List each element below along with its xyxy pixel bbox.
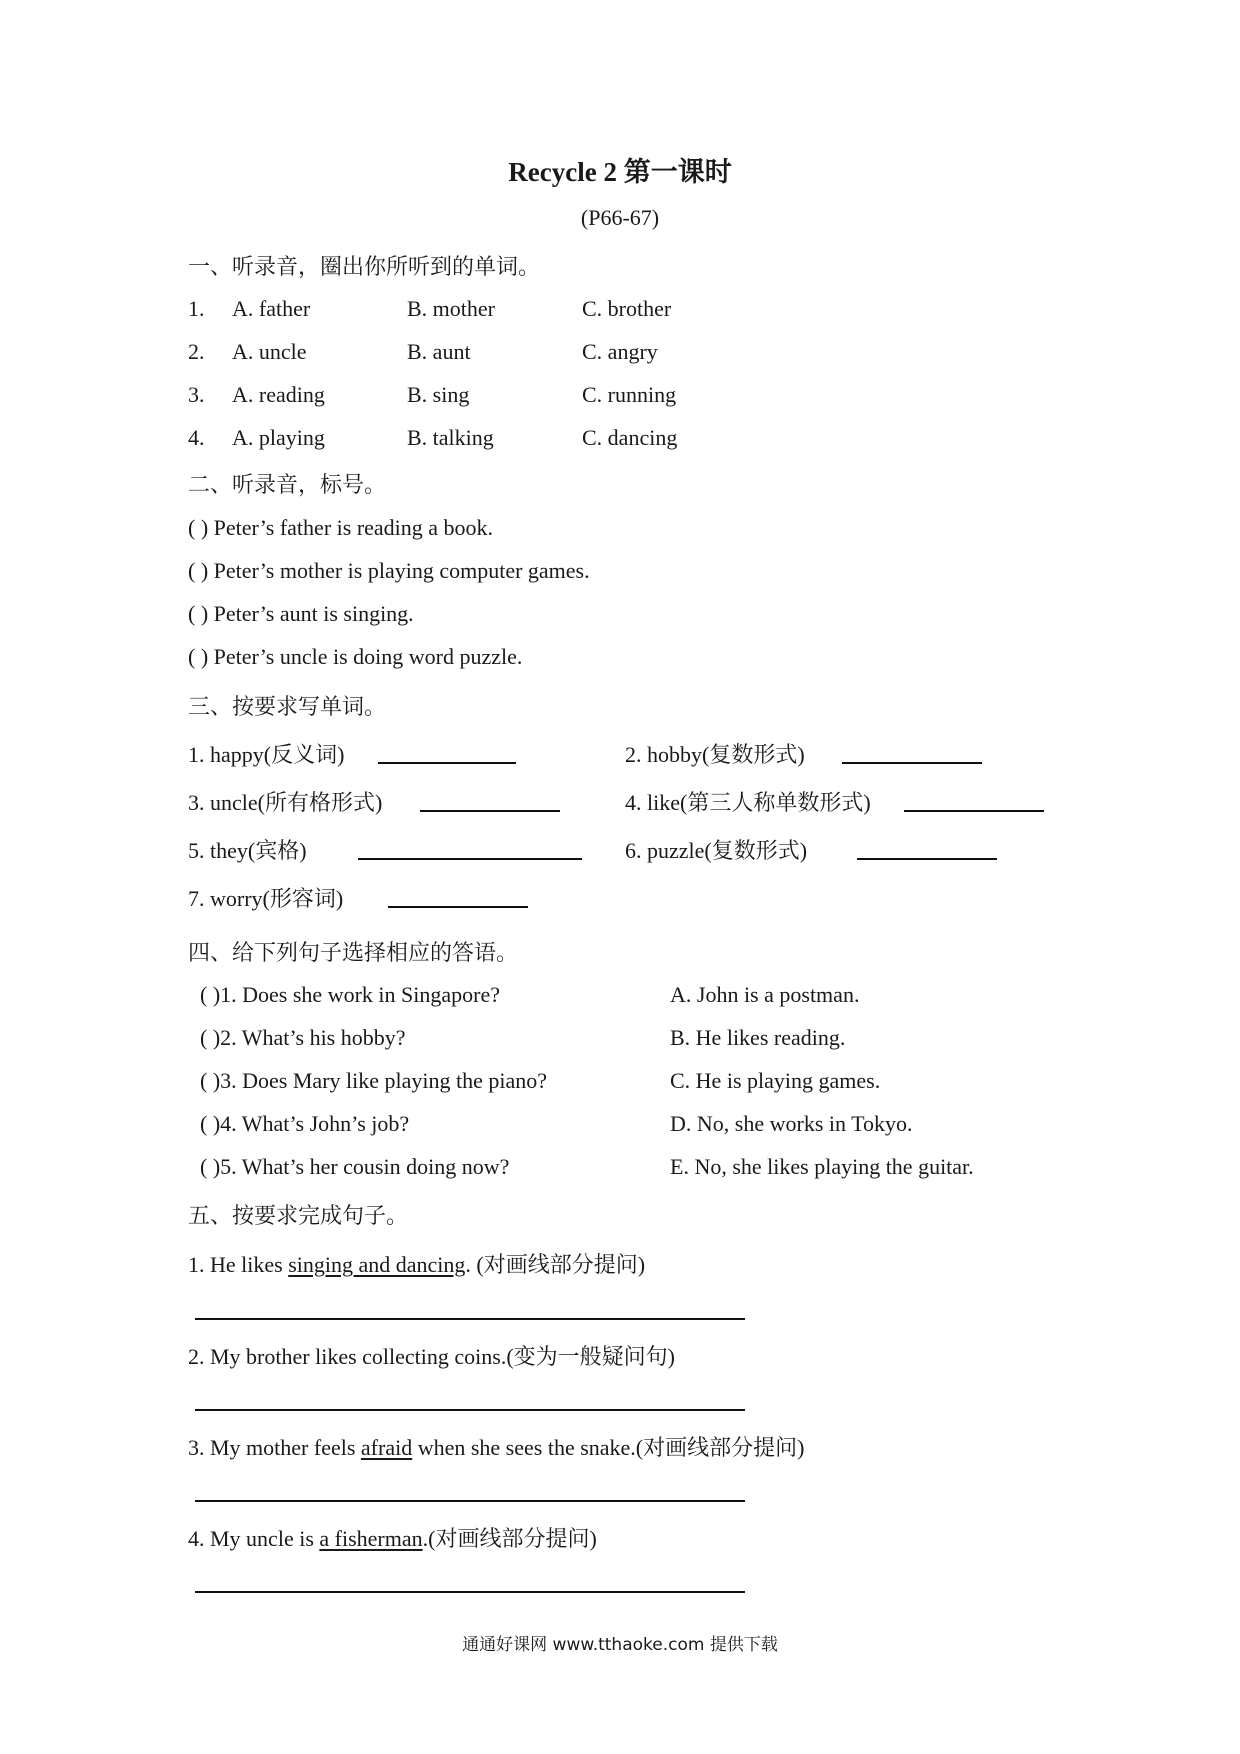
- answer-blank[interactable]: [388, 906, 528, 908]
- part1-option-a: A. uncle: [232, 339, 307, 364]
- page-range: (P66-67): [580, 205, 660, 230]
- part1-option-c: C. dancing: [582, 425, 678, 450]
- answer-line[interactable]: [195, 1409, 745, 1411]
- part5-question-1: [188, 1248, 645, 1279]
- part1-option-a: A. playing: [232, 425, 325, 450]
- question-instruction: . (对画线部分提问): [465, 1252, 646, 1277]
- underlined-part: singing and dancing: [288, 1252, 466, 1277]
- answer-blank[interactable]: [358, 858, 582, 860]
- part1-option-b: B. sing: [407, 382, 470, 407]
- part1-heading: 一、听录音，圈出你所听到的单词。: [188, 255, 541, 280]
- part3-item: 4. like(第三人称单数形式): [625, 790, 871, 815]
- part3-item: 3. uncle(所有格形式): [188, 790, 383, 815]
- part1-option-c: C. brother: [582, 296, 672, 321]
- part2-heading: 二、听录音，标号。: [188, 473, 387, 498]
- part1-option-b: B. mother: [407, 296, 495, 321]
- part4-heading: 四、给下列句子选择相应的答语。: [188, 941, 519, 966]
- underlined-part: afraid: [360, 1435, 413, 1460]
- part3-item: 6. puzzle(复数形式): [625, 838, 808, 863]
- part3-item: 2. hobby(复数形式): [625, 742, 805, 767]
- part4-answer: D. No, she works in Tokyo.: [670, 1111, 913, 1136]
- page-title-text: Recycle 2 第一课时: [508, 157, 732, 187]
- answer-line[interactable]: [195, 1500, 745, 1502]
- part3-item: 5. they(宾格): [188, 838, 307, 863]
- part4-question: ( )4. What’s John’s job?: [200, 1111, 410, 1136]
- answer-blank[interactable]: [420, 810, 560, 812]
- part1-row-num: 3.: [188, 382, 205, 407]
- part1-option-b: B. aunt: [407, 339, 471, 364]
- part3-item: 7. worry(形容词): [188, 886, 344, 911]
- part1-option-b: B. talking: [407, 425, 494, 450]
- question-instruction: when she sees the snake.(对画线部分提问): [412, 1435, 805, 1460]
- part4-question: ( )1. Does she work in Singapore?: [200, 982, 500, 1007]
- part2-item: ( ) Peter’s mother is playing computer games.: [188, 558, 590, 583]
- answer-line[interactable]: [195, 1318, 745, 1320]
- question-instruction: .(对画线部分提问): [422, 1526, 597, 1551]
- part1-option-a: A. father: [232, 296, 311, 321]
- part4-question: ( )2. What’s his hobby?: [200, 1025, 406, 1050]
- part1-row-num: 4.: [188, 425, 205, 450]
- part5-question-2: 2. My brother likes collecting coins.(变为一般疑问句): [188, 1344, 675, 1369]
- part1-row-num: 1.: [188, 296, 205, 321]
- answer-blank[interactable]: [904, 810, 1044, 812]
- question-text: 3. My mother feels: [188, 1435, 361, 1460]
- part5-question-3: [188, 1431, 804, 1462]
- answer-blank[interactable]: [857, 858, 997, 860]
- part3-item: 1. happy(反义词): [188, 742, 345, 767]
- part4-answer: A. John is a postman.: [670, 982, 860, 1007]
- part1-row-num: 2.: [188, 339, 205, 364]
- part2-item: ( ) Peter’s father is reading a book.: [188, 515, 494, 540]
- answer-blank[interactable]: [378, 762, 516, 764]
- part3-heading: 三、按要求写单词。: [188, 695, 387, 720]
- question-text: 4. My uncle is: [188, 1526, 320, 1551]
- part5-heading: 五、按要求完成句子。: [188, 1204, 409, 1229]
- page-title: [0, 150, 1240, 189]
- part4-answer: E. No, she likes playing the guitar.: [670, 1154, 974, 1179]
- part1-option-c: C. angry: [582, 339, 658, 364]
- page-footer: 通通好课网 www.tthaoke.com 提供下载: [462, 1635, 778, 1655]
- part4-answer: C. He is playing games.: [670, 1068, 881, 1093]
- answer-line[interactable]: [195, 1591, 745, 1593]
- part1-option-c: C. running: [582, 382, 677, 407]
- part5-question-4: [188, 1522, 597, 1553]
- part4-answer: B. He likes reading.: [670, 1025, 846, 1050]
- part2-item: ( ) Peter’s uncle is doing word puzzle.: [188, 644, 523, 669]
- part1-option-a: A. reading: [232, 382, 325, 407]
- part4-question: ( )3. Does Mary like playing the piano?: [200, 1068, 548, 1093]
- underlined-part: a fisherman: [319, 1526, 423, 1551]
- part2-item: ( ) Peter’s aunt is singing.: [188, 601, 414, 626]
- question-text: 1. He likes: [188, 1252, 289, 1277]
- part4-question: ( )5. What’s her cousin doing now?: [200, 1154, 510, 1179]
- answer-blank[interactable]: [842, 762, 982, 764]
